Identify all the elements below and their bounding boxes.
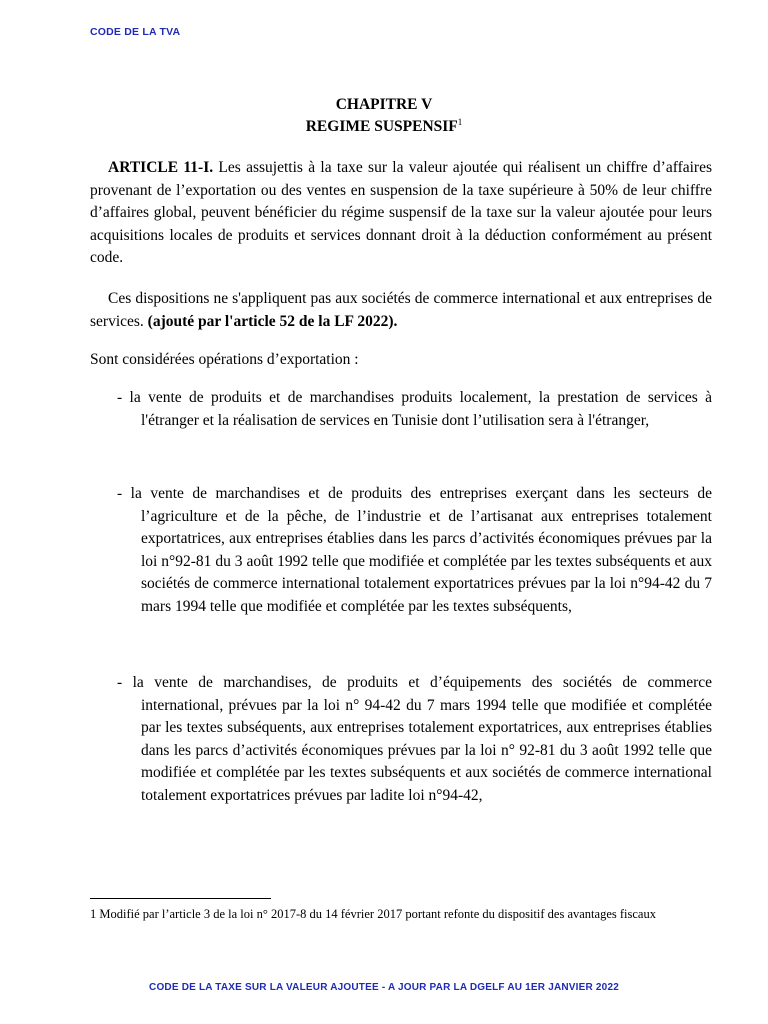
footnote-separator xyxy=(90,898,271,899)
list-item xyxy=(90,387,712,432)
exports-intro: Sont considérées opérations d’exportation : xyxy=(90,351,359,368)
chapter-title: REGIME SUSPENSIF xyxy=(305,118,458,135)
footnote-ref-1[interactable]: 1 xyxy=(457,117,463,127)
article-label: ARTICLE 11-I. xyxy=(108,159,214,176)
exclusion-text: Ces dispositions ne s'appliquent pas aux sociétés de commerce international et aux entreprises de services. xyxy=(90,290,712,330)
article-11-paragraph xyxy=(90,157,712,270)
bullet-marker: - xyxy=(117,485,131,502)
bullet-text: la vente de marchandises, de produits et d’équipements des sociétés de commerce international, prévues par la loi n° 94-42 du 7 mars 1994 telle que modifiée et complétée par les textes subséquents, aux entreprises totalement exportatrices, aux entreprises établies dans les parcs d’activités économiques prévues par la loi n° 92-81 du 3 août 1992 telle que modifiée et complétée par les textes subséquents et aux sociétés de commerce international totalement exportatrices prévues par ladite loi n°94-42, xyxy=(132,674,712,804)
list-item xyxy=(90,672,712,807)
amendment-note: (ajouté par l'article 52 de la LF 2022). xyxy=(147,312,398,330)
chapter-number: CHAPITRE V xyxy=(335,96,433,113)
bullet-text: la vente de produits et de marchandises produits localement, la prestation de services à l'étranger et la réalisation de services en Tunisie dont l’utilisation sera à l'étranger, xyxy=(129,389,712,429)
running-header: CODE DE LA TVA xyxy=(90,26,181,38)
running-footer: CODE DE LA TAXE SUR LA VALEUR AJOUTEE - A JOUR PAR LA DGELF AU 1ER JANVIER 2022 xyxy=(149,982,619,993)
footnote: 1 Modifié par l’article 3 de la loi n° 2017-8 du 14 février 2017 portant refonte du dispositif des avantages fiscaux xyxy=(90,907,656,921)
bullet-marker: - xyxy=(117,674,133,691)
chapter-title-line xyxy=(0,117,768,136)
bullet-marker: - xyxy=(117,389,130,406)
article-text: Les assujettis à la taxe sur la valeur ajoutée qui réalisent un chiffre d’affaires provenant de l’exportation ou des ventes en suspension de la taxe supérieure à 50% de leur chiffre d’affaires global, peuvent bénéficier du régime suspensif de la taxe sur la valeur ajoutée pour leurs acquisitions locales de produits et services donnant droit à la déduction conformément au présent code. xyxy=(90,159,713,266)
bullet-text: la vente de marchandises et de produits des entreprises exerçant dans les secteurs de l’agriculture et de la pêche, de l’industrie et de l’artisanat aux entreprises totalement exportatrices, aux entreprises établies dans les parcs d’activités économiques prévues par la loi n°92-81 du 3 août 1992 telle que modifiée et complétée par les textes subséquents et aux sociétés de commerce international totalement exportatrices prévues par la loi n°94-42 du 7 mars 1994 telle que modifiée et complétée par les textes subséquents, xyxy=(130,485,712,615)
list-item xyxy=(90,483,712,618)
exclusion-paragraph xyxy=(90,288,712,333)
